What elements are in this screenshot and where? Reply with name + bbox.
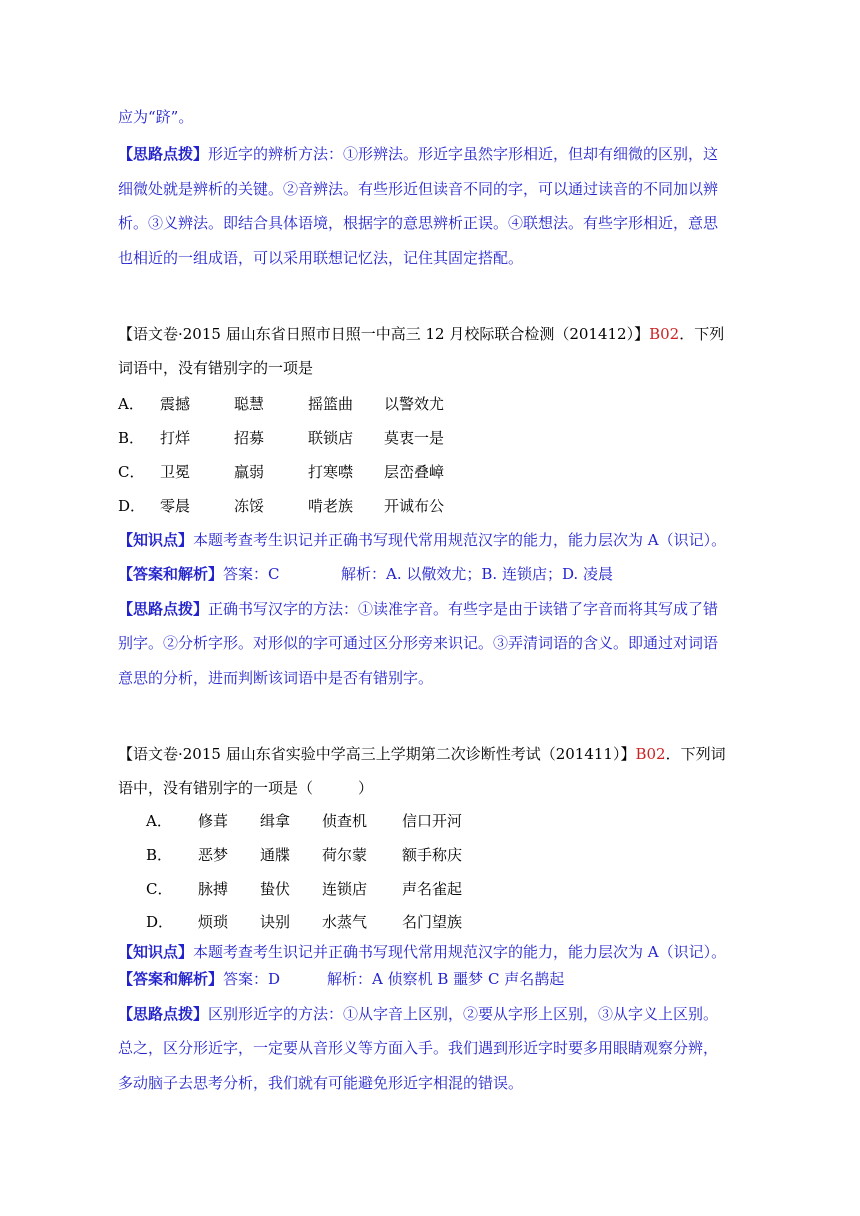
option-word: 开诚布公 (384, 497, 445, 515)
option-row (146, 844, 462, 866)
question-stem: 语中，没有错别字的一项是（ ） (118, 779, 374, 797)
answer-explanation: 解析：A. 以儆效尤；B. 连锁店；D. 凌晨 (341, 565, 613, 583)
answer-explanation: 解析：A 侦察机 B 噩梦 C 声名鹊起 (327, 970, 565, 988)
option-label: B． (146, 846, 173, 864)
option-row (118, 427, 444, 449)
question-header (118, 743, 726, 765)
option-row (118, 495, 444, 517)
question-header-tail: ．下列词 (665, 745, 726, 763)
tip-tag: 【思路点拨】 (118, 600, 209, 618)
option-row (118, 393, 444, 415)
question-header-tail: ．下列 (679, 325, 725, 343)
question-code: B02 (649, 325, 680, 343)
answer-line (118, 968, 564, 990)
question-stem: 词语中，没有错别字的一项是 (118, 359, 314, 377)
option-word: 打烊 (160, 429, 191, 447)
question-code: B02 (635, 745, 666, 763)
option-word: 聪慧 (234, 395, 265, 413)
option-word: 恶梦 (198, 846, 229, 864)
tip-tag: 【思路点拨】 (118, 1005, 209, 1023)
question-header (118, 323, 724, 345)
option-word: 烦琐 (198, 913, 229, 931)
option-word: 水蒸气 (322, 913, 368, 931)
option-row (146, 878, 462, 900)
option-word: 通牒 (260, 846, 291, 864)
question-source: 【语文卷·2015 届山东省日照市日照一中高三 12 月校际联合检测（201412）】 (118, 325, 650, 343)
knowledge-text: 本题考查考生识记并正确书写现代常用规范汉字的能力，能力层次为 A（识记）。 (193, 531, 727, 549)
option-word: 额手称庆 (402, 846, 463, 864)
answer-line (118, 563, 613, 585)
option-word: 羸弱 (234, 463, 265, 481)
tip-text: 正确书写汉字的方法：①读准字音。有些字是由于读错了字音而将其写成了错 (208, 600, 719, 618)
option-word: 啃老族 (308, 497, 354, 515)
option-label: A． (118, 395, 144, 413)
option-word: 蛰伏 (260, 880, 291, 898)
option-word: 招募 (234, 429, 265, 447)
tip-line: 析。③义辨法。即结合具体语境，根据字的意思辨析正误。④联想法。有些字形相近，意思 (118, 214, 719, 232)
option-word: 莫衷一是 (384, 429, 445, 447)
question-source: 【语文卷·2015 届山东省实验中学高三上学期第二次诊断性考试（201411）】 (118, 745, 636, 763)
option-row (146, 810, 462, 832)
option-word: 脉搏 (198, 880, 229, 898)
option-word: 层峦叠嶂 (384, 463, 445, 481)
option-label: B． (118, 429, 145, 447)
option-word: 荷尔蒙 (322, 846, 368, 864)
option-word: 震撼 (160, 395, 191, 413)
option-word: 信口开河 (402, 812, 463, 830)
option-word: 联锁店 (308, 429, 354, 447)
tip-line (118, 1003, 718, 1025)
option-word: 以警效尤 (384, 395, 445, 413)
tip-line: 意思的分析，进而判断该词语中是否有错别字。 (118, 669, 434, 687)
answer-tag: 【答案和解析】 (118, 565, 224, 583)
option-row (146, 911, 462, 933)
answer-text: 答案：D (223, 970, 281, 988)
knowledge-point (118, 529, 726, 551)
tip-line: 细微处就是辨析的关键。②音辨法。有些形近但读音不同的字，可以通过读音的不同加以辨 (118, 180, 719, 198)
knowledge-tag: 【知识点】 (118, 531, 194, 549)
option-word: 名门望族 (402, 913, 463, 931)
option-label: C． (146, 880, 173, 898)
tip-tag: 【思路点拨】 (118, 145, 209, 163)
option-label: D． (118, 497, 146, 515)
option-label: C． (118, 463, 145, 481)
option-row (118, 461, 444, 483)
option-word: 修葺 (198, 812, 229, 830)
option-word: 诀别 (260, 913, 291, 931)
answer-text: 答案：C (223, 565, 280, 583)
option-word: 声名雀起 (402, 880, 463, 898)
option-word: 摇篮曲 (308, 395, 354, 413)
option-word: 冻馁 (234, 497, 265, 515)
option-word: 卫冕 (160, 463, 191, 481)
option-label: A． (146, 812, 172, 830)
knowledge-point (118, 941, 726, 963)
tip-line: 也相近的一组成语，可以采用联想记忆法，记住其固定搭配。 (118, 249, 524, 267)
option-word: 侦查机 (322, 812, 368, 830)
option-word: 零晨 (160, 497, 191, 515)
answer-tag: 【答案和解析】 (118, 970, 224, 988)
tip-text: 形近字的辨析方法：①形辨法。形近字虽然字形相近，但却有细微的区别，这 (208, 145, 719, 163)
answer-tail-line: 应为“跻”。 (118, 108, 194, 126)
tip-line: 总之，区分形近字，一定要从音形义等方面入手。我们遇到形近字时要多用眼睛观察分辨， (118, 1039, 719, 1057)
option-label: D． (146, 913, 174, 931)
tip-line: 别字。②分析字形。对形似的字可通过区分形旁来识记。③弄清词语的含义。即通过对词语 (118, 634, 719, 652)
tip-line (118, 598, 718, 620)
tip-text: 区别形近字的方法：①从字音上区别，②要从字形上区别，③从字义上区别。 (208, 1005, 719, 1023)
option-word: 缉拿 (260, 812, 291, 830)
option-word: 连锁店 (322, 880, 368, 898)
option-word: 打寒噤 (308, 463, 354, 481)
knowledge-text: 本题考查考生识记并正确书写现代常用规范汉字的能力，能力层次为 A（识记）。 (193, 943, 727, 961)
knowledge-tag: 【知识点】 (118, 943, 194, 961)
tip-line: 多动脑子去思考分析，我们就有可能避免形近字相混的错误。 (118, 1074, 524, 1092)
tip-line (118, 143, 718, 165)
